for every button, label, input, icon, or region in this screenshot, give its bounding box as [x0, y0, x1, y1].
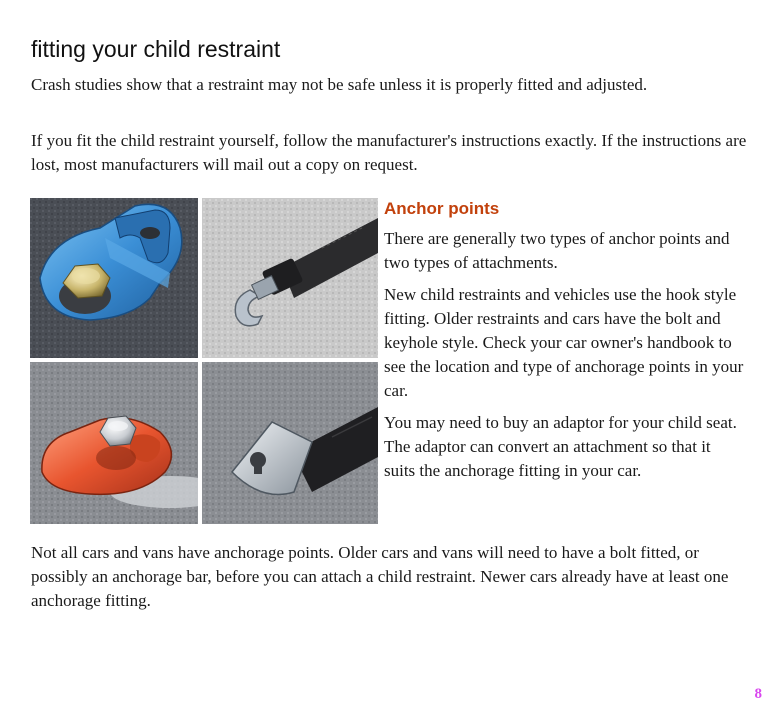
keyhole-strap-photo [202, 362, 378, 524]
anchor-points-heading: Anchor points [384, 199, 500, 218]
intro-paragraph-2: If you fit the child restraint yourself, follow the manufacturer's instructions exactly. If the instructions are lost, most manufacturers will mail out a copy on request. [31, 131, 747, 174]
anchor-paragraph-2: New child restraints and vehicles use the hook style fitting. Older restraints and cars have the bolt and keyhole style. Check your car owner's handbook to see the location and type of anchorage points in your car. [384, 285, 744, 400]
closing-paragraph: Not all cars and vans have anchorage points. Older cars and vans will need to have a bolt fitted, or possibly an anchorage bar, before you can attach a child restraint. Newer cars already have at least one anchorage fitting. [31, 543, 729, 610]
anchor-points-section [384, 197, 744, 491]
orange-bolt-bracket-photo [30, 362, 198, 524]
anchor-photo-grid [30, 198, 378, 524]
anchor-paragraph-1: There are generally two types of anchor points and two types of attachments. [384, 229, 730, 272]
anchor-paragraph-3: You may need to buy an adaptor for your child seat. The adaptor can convert an attachment so that it suits the anchorage fitting in your car. [384, 413, 737, 480]
intro-paragraph-1: Crash studies show that a restraint may not be safe unless it is properly fitted and adjusted. [31, 75, 648, 94]
page-title: fitting your child restraint [31, 36, 281, 62]
hook-strap-photo [202, 198, 378, 358]
blue-bolt-bracket-photo [30, 198, 198, 358]
page-number: 8 [754, 686, 762, 702]
